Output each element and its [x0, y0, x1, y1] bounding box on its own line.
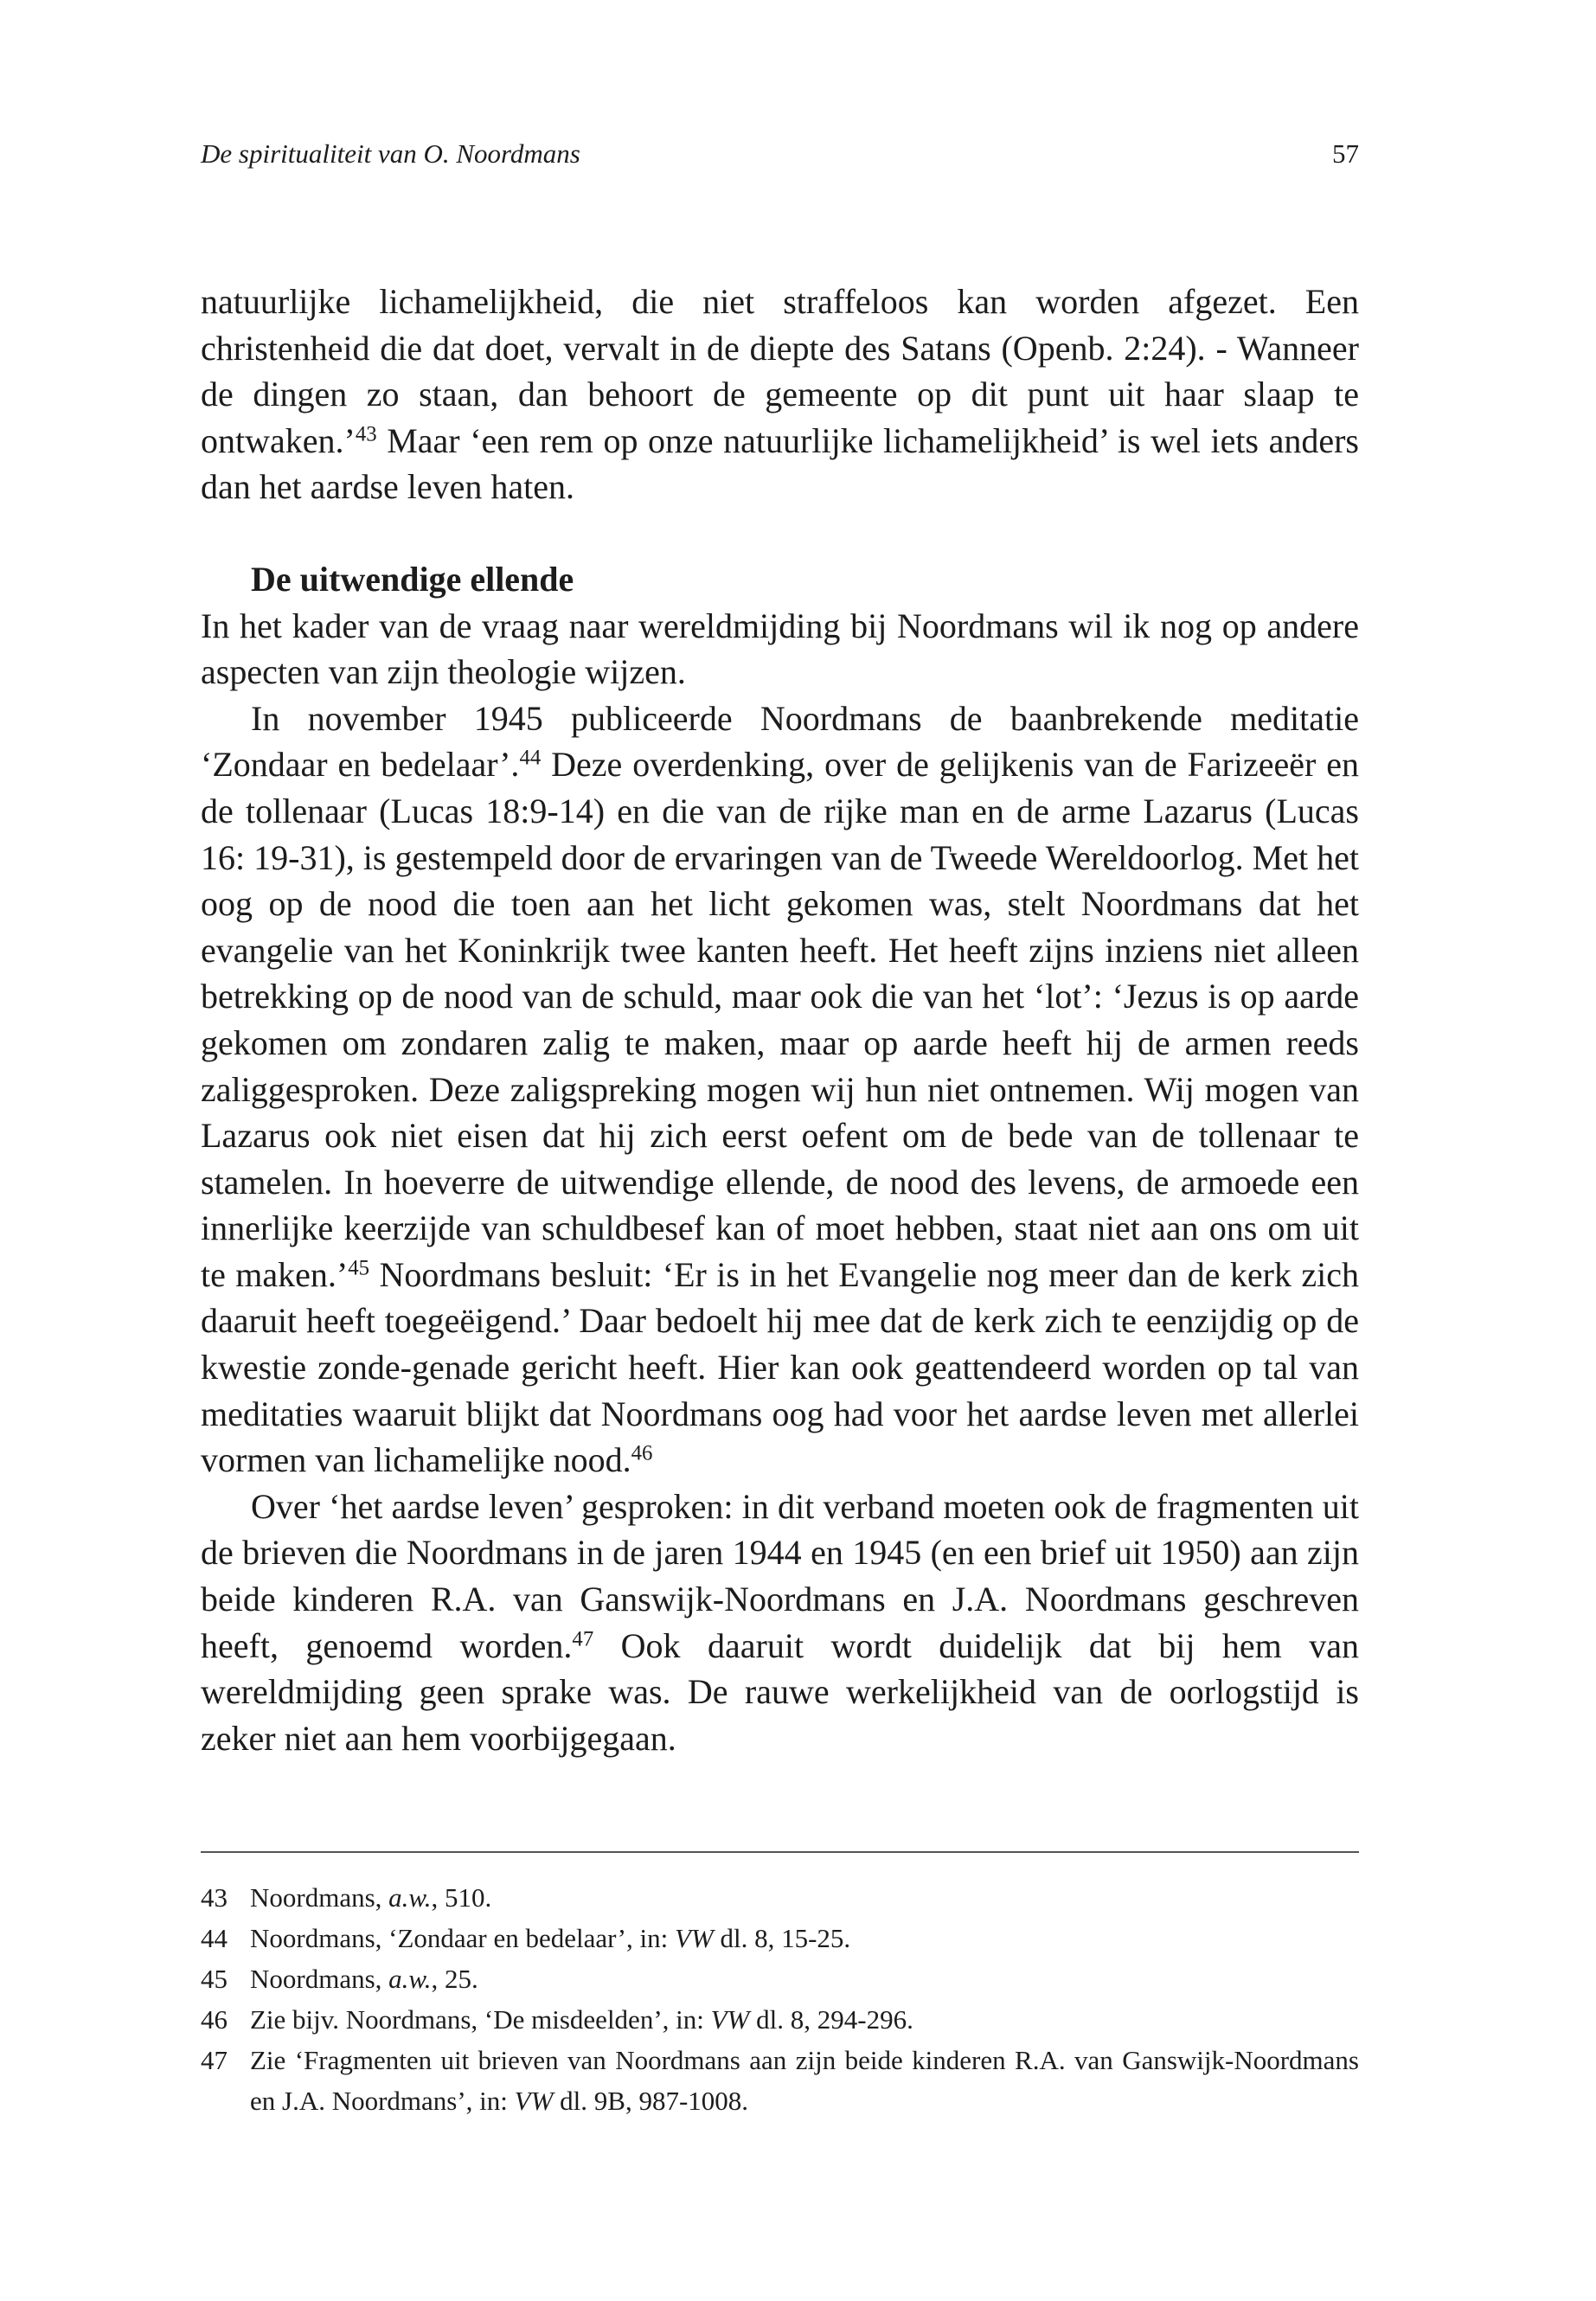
body-text [201, 279, 1359, 1761]
paragraph-3-text-b: Deze overdenking, over de gelijkenis van de Farizeeër en de tollenaar (Lucas 18:9-14) en die van de rijke man en de arme Lazarus (Lucas 16: 19-31), is gestempeld door de ervaringen van de Tweede Wereldoorlog. Met het oog op de nood die toen aan het licht gekomen was, stelt Noordmans dat het evangelie van het Koninkrijk twee kanten heeft. Het heeft zijns inziens niet alleen betrekking op de nood van de schuld, maar ook die van het ‘lot’: ‘Jezus is op aarde gekomen om zondaren zalig te maken, maar op aarde heeft hij de armen reeds zaliggesproken. Deze zaligspreking mogen wij hun niet ontnemen. Wij mogen van Lazarus ook niet eisen dat hij zich eerst oefent om de bede van de tollenaar te stamelen. In hoeverre de uitwendige ellende, de nood des levens, de armoede een innerlijke keerzijde van schuldbesef kan of moet hebben, staat niet aan ons om uit te maken.’ [201, 745, 1359, 1294]
footnote-number: 46 [201, 2004, 228, 2035]
footnote-text-part: dl. 8, 294-296. [749, 2004, 913, 2035]
paragraph-1-text-b: Maar ‘een rem op onze natuurlijke lichamelijkheid’ is wel iets anders dan het aardse leven haten. [201, 420, 1359, 507]
page-number: 57 [1332, 138, 1359, 169]
paragraph-4-text-b: Ook daaruit wordt duidelijk dat bij hem van wereldmijding geen sprake was. De rauwe werkelijkheid van de oorlogstijd is zeker niet aan hem voorbijgegaan. [201, 1625, 1359, 1758]
paragraph-1-text-a: natuurlijke lichamelijkheid, die niet straffeloos kan worden afgezet. Een christenheid die dat doet, vervalt in de diepte des Satans (Openb. 2:24). - Wanneer de dingen zo staan, dan behoort de gemeente op dit punt uit haar slaap te ontwaken.’ [201, 282, 1359, 460]
footnote [201, 1918, 1359, 1958]
footnote-text [250, 1918, 1359, 1958]
paragraph-4-text-a: Over ‘het aardse leven’ gesproken: in dit verband moeten ook de fragmenten uit de brieven die Noordmans in de jaren 1944 en 1945 (en een brief uit 1950) aan zijn beide kinderen R.A. van Ganswijk-Noordmans en J.A. Noordmans geschreven heeft, genoemd worden. [201, 1486, 1359, 1665]
paragraph-2: In het kader van de vraag naar wereldmijding bij Noordmans wil ik nog op andere aspecten van zijn theologie wijzen. [201, 606, 1359, 692]
footnote-number: 43 [201, 1882, 228, 1913]
footnote-number: 47 [201, 2045, 228, 2075]
footnote-text-part: Noordmans, ‘Zondaar en bedelaar’, in: [250, 1923, 675, 1953]
footnote-number: 45 [201, 1964, 228, 1994]
footnote-italic: a.w. [388, 1882, 432, 1913]
footnote-number: 44 [201, 1923, 228, 1953]
footnote [201, 2040, 1359, 2121]
paragraph-3-text-a: In november 1945 publiceerde Noordmans de baanbrekende meditatie ‘Zondaar en bedelaar’. [201, 698, 1359, 785]
footnote-text [250, 1999, 1359, 2040]
footnote-text [250, 1958, 1359, 1999]
footnote-italic: VW [710, 2004, 750, 2035]
running-header [201, 138, 1359, 180]
footnote-ref-44: 44 [519, 746, 542, 770]
footnote-italic: VW [514, 2086, 554, 2116]
footnote-text-part: dl. 9B, 987-1008. [553, 2086, 749, 2116]
paragraph-3-text-c: Noordmans besluit: ‘Er is in het Evangelie nog meer dan de kerk zich daaruit heeft toegeëigend.’ Daar bedoelt hij mee dat de kerk zich te eenzijdig op de kwestie zonde-genade gericht heeft. Hier kan ook geattendeerd worden op tal van meditaties waaruit blijkt dat Noordmans oog had voor het aardse leven met allerlei vormen van lichamelijke nood. [201, 1254, 1359, 1480]
footnote-text-part: Noordmans, [250, 1882, 389, 1913]
footnote-divider [201, 1851, 1359, 1853]
footnote-text-part: Zie bijv. Noordmans, ‘De misdeelden’, in: [250, 2004, 711, 2035]
footnote-text-part: Zie ‘Fragmenten uit brieven van Noordmans aan zijn beide kinderen R.A. van Ganswijk-Noordmans en J.A. Noordmans’, in: [250, 2045, 1359, 2116]
footnote [201, 1958, 1359, 1999]
footnote-text [250, 2040, 1359, 2121]
footnote-text-part: Noordmans, [250, 1964, 389, 1994]
section-heading: De uitwendige ellende [251, 559, 574, 599]
footnote-ref-47: 47 [572, 1627, 594, 1650]
paragraph-4 [201, 1484, 1359, 1762]
footnote-ref-45: 45 [348, 1256, 370, 1280]
footnote-text [250, 1877, 1359, 1918]
footnote [201, 1999, 1359, 2040]
footnote-text-part: dl. 8, 15-25. [713, 1923, 851, 1953]
footnote-text-part: , 510. [431, 1882, 492, 1913]
footnote [201, 1877, 1359, 1918]
running-title: De spiritualiteit van O. Noordmans [201, 138, 580, 169]
footnotes [201, 1877, 1359, 2121]
paragraph-3 [201, 695, 1359, 1484]
footnote-italic: VW [674, 1923, 714, 1953]
footnote-ref-46: 46 [631, 1441, 653, 1465]
footnote-italic: a.w. [388, 1964, 432, 1994]
footnote-text-part: , 25. [431, 1964, 478, 1994]
footnote-ref-43: 43 [355, 422, 377, 446]
paragraph-1 [201, 279, 1359, 510]
